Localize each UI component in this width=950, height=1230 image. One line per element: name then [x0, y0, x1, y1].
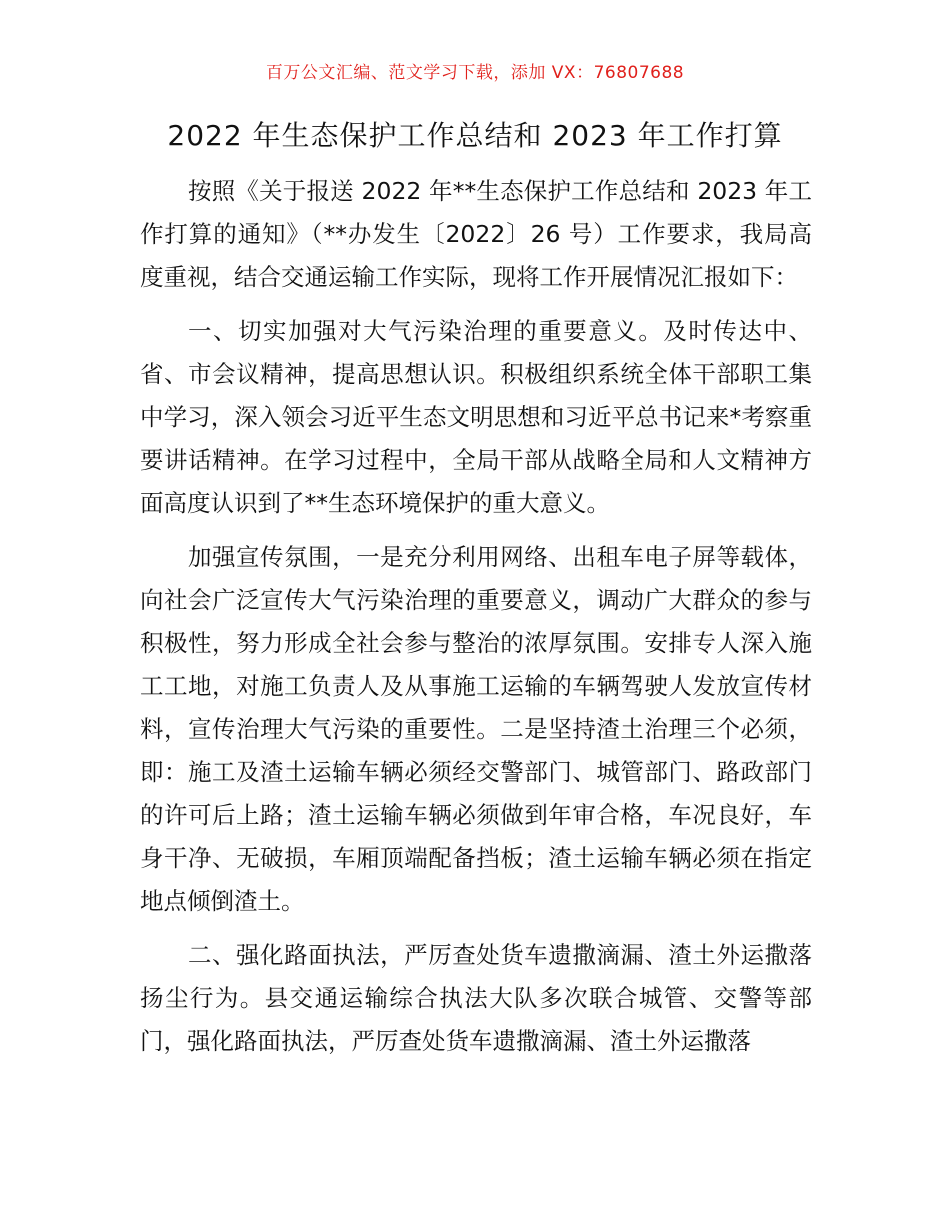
paragraph-section-1: 一、切实加强对大气污染治理的重要意义。及时传达中、省、市会议精神，提高思想认识。积极组织系统全体干部职工集中学习，深入领会习近平生态文明思想和习近平总书记来*考察重要讲话精神。在学习过程中，全局干部从战略全局和人文精神方面高度认识到了**生态环境保护的重大意义。	[140, 317, 812, 517]
header-watermark-note: 百万公文汇编、范文学习下载，添加 VX：76807688	[265, 63, 685, 83]
paragraph-intro: 按照《关于报送 2022 年**生态保护工作总结和 2023 年工作打算的通知》（**办发生〔2022〕26 号）工作要求，我局高度重视，结合交通运输工作实际，现将工作开展情况汇报如下：	[140, 177, 812, 291]
paragraph-section-2: 二、强化路面执法，严厉查处货车遗撒滴漏、渣土外运撒落扬尘行为。县交通运输综合执法大队多次联合城管、交警等部门，强化路面执法，严厉查处货车遗撒滴漏、渣土外运撒落	[140, 941, 812, 1055]
paragraph-publicity: 加强宣传氛围，一是充分利用网络、出租车电子屏等载体，向社会广泛宣传大气污染治理的重要意义，调动广大群众的参与积极性，努力形成全社会参与整治的浓厚氛围。安排专人深入施工工地，对施工负责人及从事施工运输的车辆驾驶人发放宣传材料，宣传治理大气污染的重要性。二是坚持渣土治理三个必须，即：施工及渣土运输车辆必须经交警部门、城管部门、路政部门的许可后上路；渣土运输车辆必须做到年审合格，车况良好，车身干净、无破损，车厢顶端配备挡板；渣土运输车辆必须在指定地点倾倒渣土。	[140, 543, 812, 915]
document-body	[140, 170, 812, 1074]
document-title: 2022 年生态保护工作总结和 2023 年工作打算	[167, 119, 783, 152]
